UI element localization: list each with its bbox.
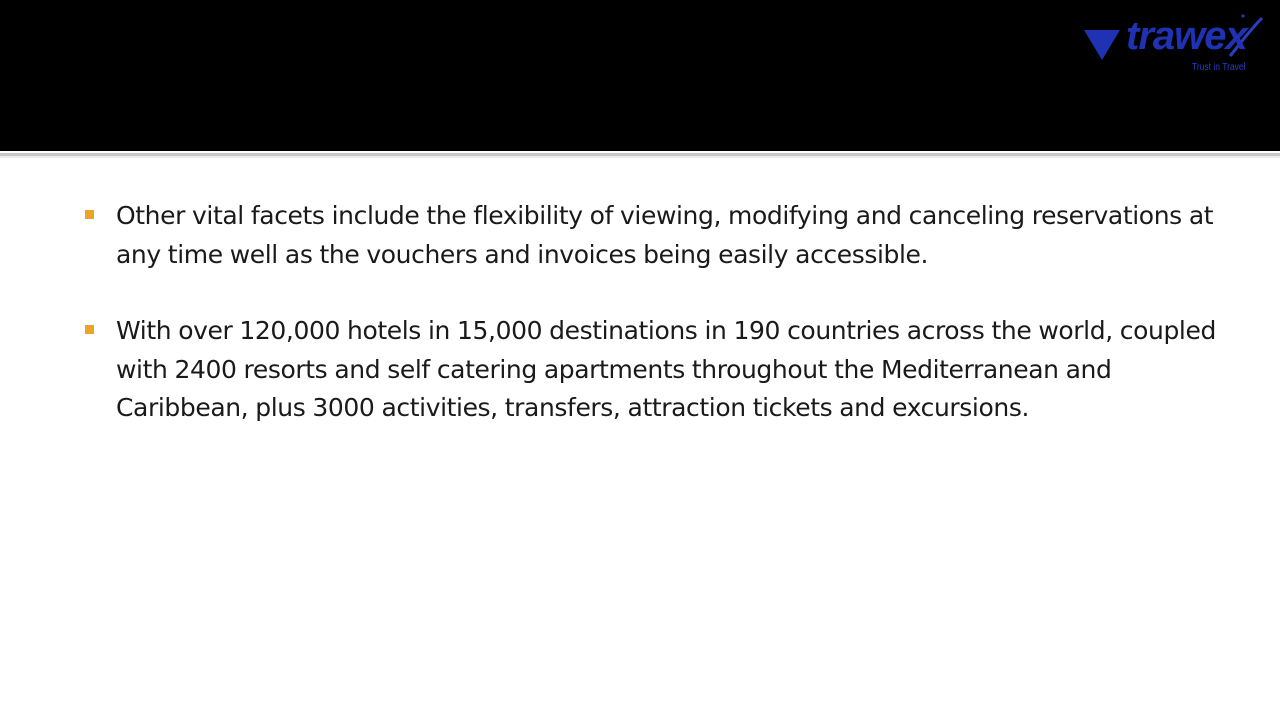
square-bullet-icon: [85, 210, 94, 219]
triangle-down-icon: [1084, 30, 1120, 60]
square-bullet-icon: [85, 325, 94, 334]
header-band: [0, 0, 1280, 151]
bullet-item: [85, 312, 1225, 428]
header-divider-shadow: [0, 156, 1280, 158]
bullet-list: [85, 197, 1225, 466]
logo-tagline: Trust in Travel: [1192, 62, 1246, 73]
logo-wordmark: trawex: [1126, 14, 1247, 58]
trawex-logo: [1080, 10, 1270, 80]
bullet-text: With over 120,000 hotels in 15,000 destinations in 190 countries across the world, coupled with 2400 resorts and self catering apartments throughout the Mediterranean and Caribbean, plus 3000 activities, transfers, attraction tickets and excursions.: [116, 316, 1216, 422]
bullet-item: [85, 197, 1225, 274]
bullet-text: Other vital facets include the flexibility of viewing, modifying and canceling reservations at any time well as the vouchers and invoices being easily accessible.: [116, 201, 1214, 269]
